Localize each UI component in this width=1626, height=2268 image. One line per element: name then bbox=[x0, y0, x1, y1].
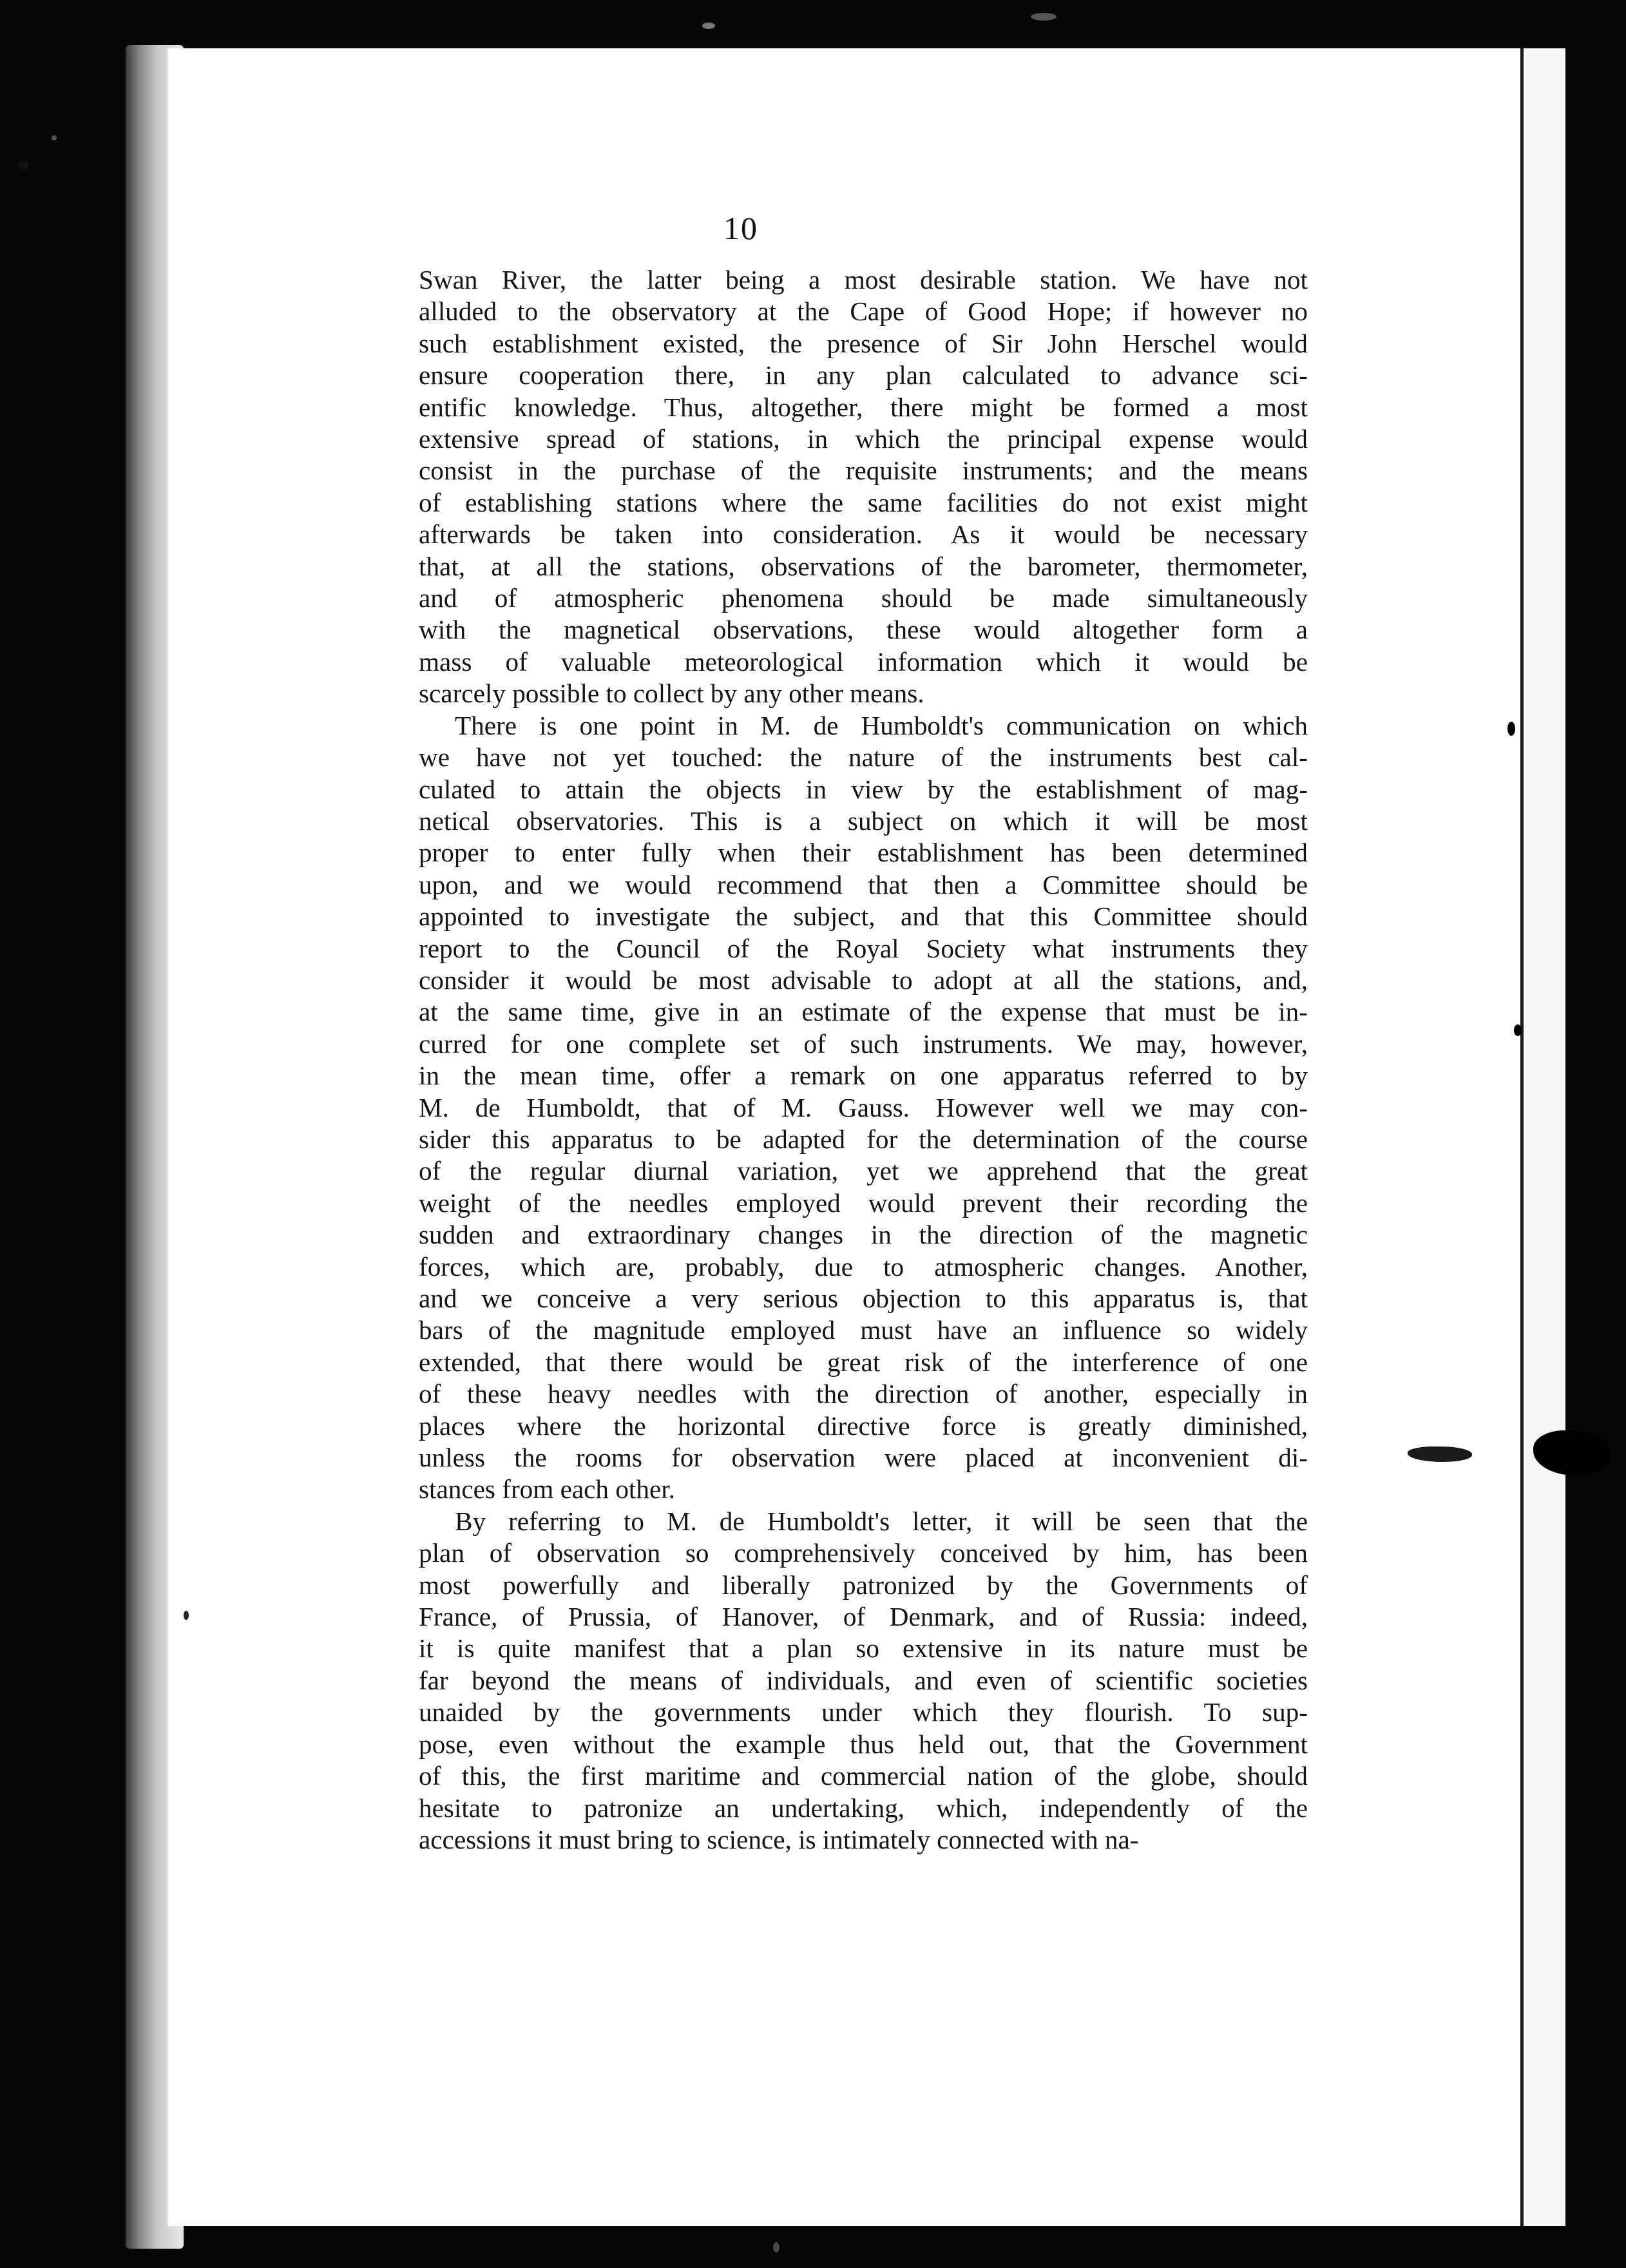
text-line: unaided by the governments under which they flourish. To sup- bbox=[419, 1697, 1308, 1727]
text-line: upon, and we would recommend that then a Committee should be bbox=[419, 869, 1308, 899]
text-line: with the magnetical observations, these would altogether form a bbox=[419, 615, 1308, 645]
text-line: proper to enter fully when their establishment has been determined bbox=[419, 838, 1308, 868]
text-line: culated to attain the objects in view by the establishment of mag- bbox=[419, 774, 1308, 804]
text-line: pose, even without the example thus held out, that the Government bbox=[419, 1729, 1308, 1759]
text-line: consider it would be most advisable to adopt at all the stations, and, bbox=[419, 965, 1308, 995]
text-line: By referring to M. de Humboldt's letter, it will be seen that the bbox=[455, 1506, 1308, 1536]
text-line: and we conceive a very serious objection to this apparatus is, that bbox=[419, 1283, 1308, 1313]
text-line: sider this apparatus to be adapted for the determination of the course bbox=[419, 1124, 1308, 1154]
text-line: ensure cooperation there, in any plan calculated to advance sci- bbox=[419, 360, 1308, 390]
text-line: extended, that there would be great risk of the interference of one bbox=[419, 1347, 1308, 1377]
text-line: we have not yet touched: the nature of the instruments best cal- bbox=[419, 742, 1308, 773]
text-line: extensive spread of stations, in which the principal expense would bbox=[419, 424, 1308, 454]
text-line: netical observatories. This is a subject on which it will be most bbox=[419, 805, 1308, 836]
text-line: scarcely possible to collect by any other means. bbox=[419, 678, 924, 709]
text-line: alluded to the observatory at the Cape of Good Hope; if however no bbox=[419, 296, 1308, 327]
text-line: consist in the purchase of the requisite instruments; and the means bbox=[419, 456, 1308, 486]
scan-speck bbox=[702, 23, 715, 29]
scan-speck bbox=[52, 135, 57, 140]
text-line: bars of the magnitude employed must have an influence so widely bbox=[419, 1315, 1308, 1345]
text-line: M. de Humboldt, that of M. Gauss. However well we may con- bbox=[419, 1092, 1308, 1122]
scan-speck bbox=[773, 2242, 780, 2253]
text-line: unless the rooms for observation were placed at inconvenient di- bbox=[419, 1443, 1308, 1473]
text-line: weight of the needles employed would prevent their recording the bbox=[419, 1187, 1308, 1218]
text-line: and of atmospheric phenomena should be made simultaneously bbox=[419, 583, 1308, 613]
scan-speck bbox=[1507, 722, 1515, 736]
text-line: hesitate to patronize an undertaking, which, independently of the bbox=[419, 1792, 1308, 1823]
text-line: accessions it must bring to science, is intimately connected with na- bbox=[419, 1824, 1139, 1854]
text-line: most powerfully and liberally patronized by the Governments of bbox=[419, 1570, 1308, 1600]
text-line: Swan River, the latter being a most desirable station. We have not bbox=[419, 265, 1308, 294]
text-line: that, at all the stations, observations of the barometer, thermometer, bbox=[419, 551, 1308, 581]
text-line: report to the Council of the Royal Society what instruments they bbox=[419, 933, 1308, 963]
scan-speck bbox=[1031, 13, 1057, 21]
text-line: plan of observation so comprehensively conceived by him, has been bbox=[419, 1538, 1308, 1568]
text-line: far beyond the means of individuals, and even of scientific societies bbox=[419, 1665, 1308, 1695]
text-line: in the mean time, offer a remark on one apparatus referred to by bbox=[419, 1061, 1308, 1091]
scan-speck bbox=[184, 1611, 189, 1620]
paragraph bbox=[419, 1506, 1308, 1856]
text-line: of this, the first maritime and commercial nation of the globe, should bbox=[419, 1761, 1308, 1791]
text-line: such establishment existed, the presence of Sir John Herschel would bbox=[419, 328, 1308, 358]
text-line: appointed to investigate the subject, and that this Committee should bbox=[419, 901, 1308, 932]
paragraph bbox=[419, 710, 1308, 1506]
page-number: 10 bbox=[723, 210, 758, 246]
text-line: sudden and extraordinary changes in the direction of the magnetic bbox=[419, 1220, 1308, 1250]
text-line: There is one point in M. de Humboldt's communication on which bbox=[455, 710, 1308, 740]
text-line: it is quite manifest that a plan so extensive in its nature must be bbox=[419, 1633, 1308, 1664]
text-line: mass of valuable meteorological information which it would be bbox=[419, 646, 1308, 677]
scan-speck bbox=[1514, 1024, 1522, 1036]
text-line: France, of Prussia, of Hanover, of Denmark, and of Russia: indeed, bbox=[419, 1602, 1308, 1632]
text-line: forces, which are, probably, due to atmospheric changes. Another, bbox=[419, 1251, 1308, 1282]
text-line: stances from each other. bbox=[419, 1474, 675, 1504]
scan-speck bbox=[19, 161, 28, 170]
text-line: curred for one complete set of such instruments. We may, however, bbox=[419, 1028, 1308, 1059]
page-fold-edge bbox=[1520, 48, 1565, 2226]
text-line: entific knowledge. Thus, altogether, there might be formed a most bbox=[419, 392, 1308, 422]
text-line: of these heavy needles with the direction of another, especially in bbox=[419, 1379, 1308, 1409]
text-line: of establishing stations where the same facilities do not exist might bbox=[419, 487, 1308, 517]
paragraph bbox=[419, 264, 1308, 710]
body-text bbox=[419, 264, 1308, 1856]
text-line: afterwards be taken into consideration. As it would be necessary bbox=[419, 519, 1308, 550]
text-line: of the regular diurnal variation, yet we apprehend that the great bbox=[419, 1156, 1308, 1186]
text-line: at the same time, give in an estimate of the expense that must be in- bbox=[419, 997, 1308, 1027]
text-line: places where the horizontal directive force is greatly diminished, bbox=[419, 1410, 1308, 1441]
